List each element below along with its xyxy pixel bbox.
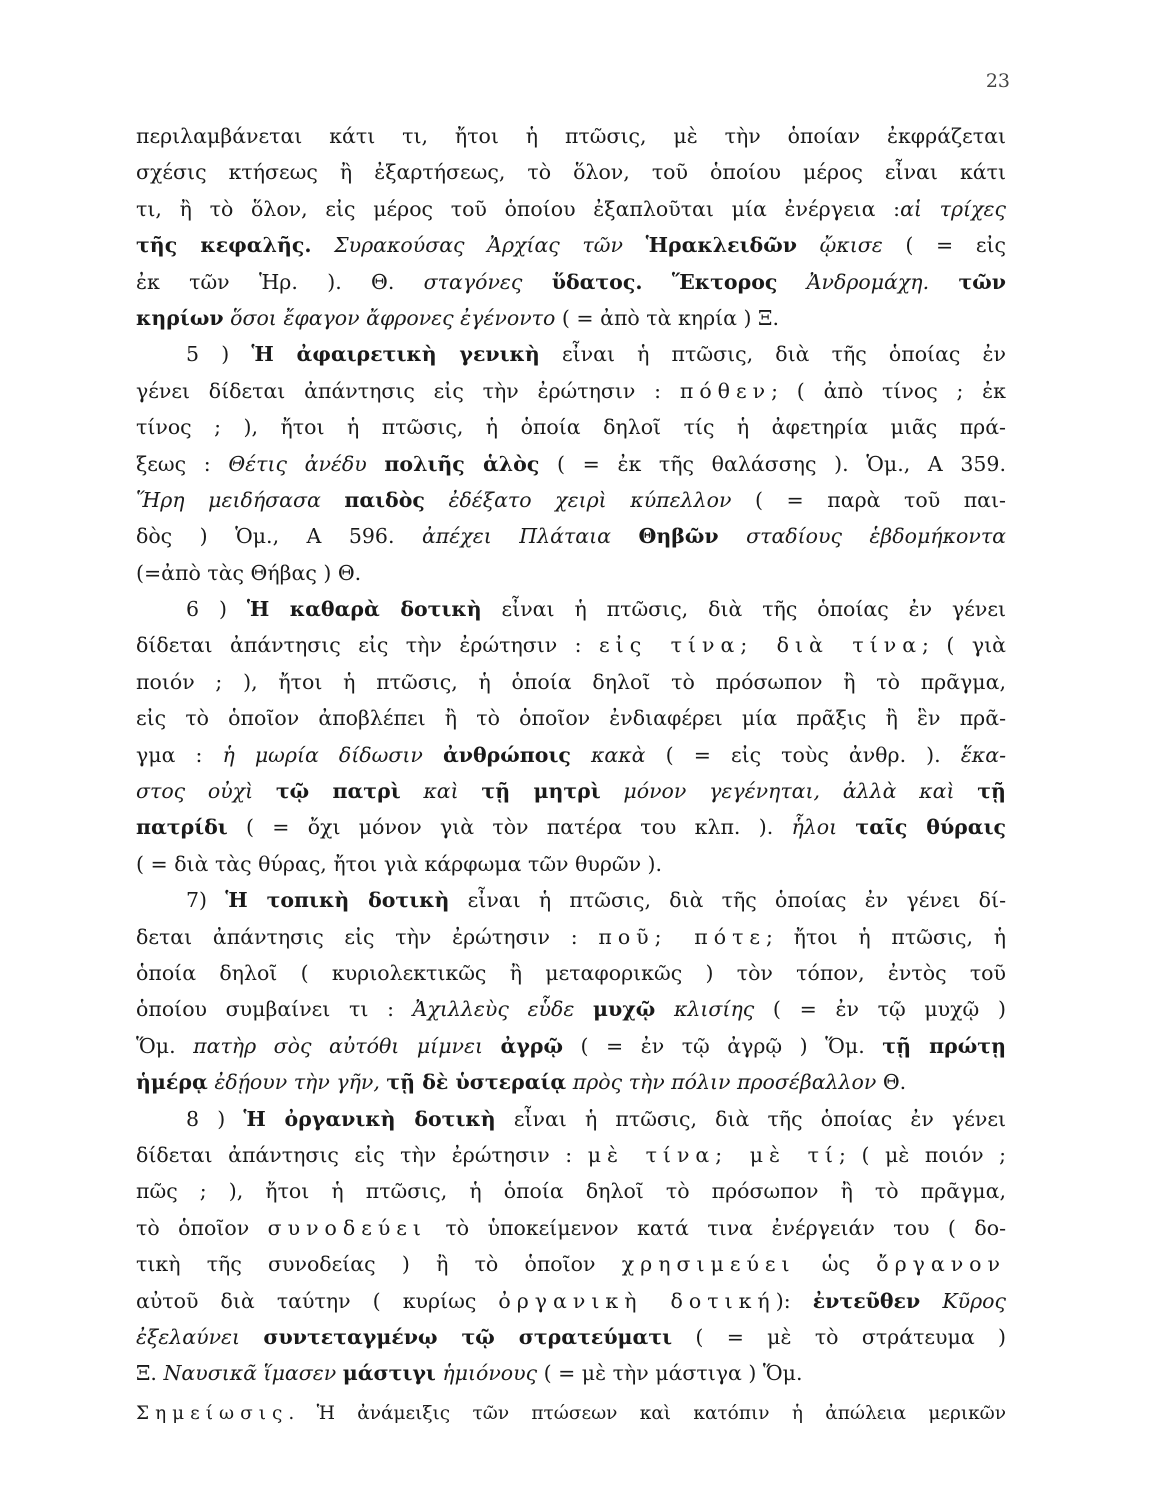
section-heading-8: 8 ) Ἡ ὀργανικὴ δοτικὴ εἶναι ἡ πτῶσις, διὰ τῆς ὁποίας ἐν γένει (186, 1106, 1006, 1131)
page-number: 23 (985, 70, 1010, 92)
text-line: τίνος ; ), ἤτοι ἡ πτῶσις, ἡ ὁποία δηλοῖ τίς ἡ ἀφετηρία μιᾶς πρά- (136, 415, 1006, 440)
text-line: τῆς κεφαλῆς. Συρακούσας Ἀρχίας τῶν Ἡρακλειδῶν ᾤκισε ( = εἰς (136, 233, 1006, 258)
text-line: ἐξελαύνει συντεταγμένῳ τῷ στρατεύματι ( = μὲ τὸ στράτευμα ) (136, 1324, 1006, 1349)
text-line: δίδεται ἀπάντησις εἰς τὴν ἐρώτησιν : μὲ τίνα; μὲ τί; ( μὲ ποιόν ; (136, 1142, 1007, 1167)
section-heading-6: 6 ) Ἡ καθαρὰ δοτικὴ εἶναι ἡ πτῶσις, διὰ τῆς ὁποίας ἐν γένει (186, 597, 1006, 622)
text-line: πῶς ; ), ἤτοι ἡ πτῶσις, ἡ ὁποία δηλοῖ τὸ πρόσωπον ἢ τὸ πρᾶγμα, (136, 1179, 1006, 1204)
text-line: σχέσις κτήσεως ἢ ἐξαρτήσεως, τὸ ὅλον, τοῦ ὁποίου μέρος εἶναι κάτι (136, 160, 1006, 185)
text-line: ἐκ τῶν Ἡρ. ). Θ. σταγόνες ὕδατος. Ἕκτορος Ἀνδρομάχη. τῶν (136, 269, 1006, 294)
text-line: ( = διὰ τὰς θύρας, ἤτοι γιὰ κάρφωμα τῶν θυρῶν ). (136, 851, 663, 876)
text-line: ὁποία δηλοῖ ( κυριολεκτικῶς ἢ μεταφορικῶς ) τὸν τόπον, ἐντὸς τοῦ (136, 960, 1006, 985)
text-line: πατρίδι ( = ὄχι μόνον γιὰ τὸν πατέρα του κλπ. ). ἧλοι ταῖς θύραις (136, 815, 1006, 840)
text-line: τὸ ὁποῖον συνοδεύει τὸ ὑποκείμενον κατά τινα ἐνέργειάν του ( δο- (136, 1215, 1006, 1240)
text-line: δίδεται ἀπάντησις εἰς τὴν ἐρώτησιν : εἰς τίνα; διὰ τίνα; ( γιὰ (136, 633, 1006, 658)
text-line: στος οὐχὶ τῷ πατρὶ καὶ τῇ μητρὶ μόνον γεγένηται, ἀλλὰ καὶ τῇ (136, 779, 1006, 804)
text-line: ποιόν ; ), ἤτοι ἡ πτῶσις, ἡ ὁποία δηλοῖ τὸ πρόσωπον ἢ τὸ πρᾶγμα, (136, 669, 1006, 694)
text-line: τι, ἢ τὸ ὅλον, εἰς μέρος τοῦ ὁποίου ἐξαπλοῦται μία ἐνέργεια :αἱ τρίχες (136, 196, 1006, 221)
text-line: ξεως : Θέτις ἀνέδυ πολιῆς ἁλὸς ( = ἐκ τῆς θαλάσσης ). Ὁμ., Α 359. (136, 451, 1006, 476)
text-line: γμα : ἡ μωρία δίδωσιν ἀνθρώποις κακὰ ( = εἰς τοὺς ἀνθρ. ). ἕκα- (136, 742, 1006, 767)
text-line: Ὅμ. πατὴρ σὸς αὐτόθι μίμνει ἀγρῷ ( = ἐν τῷ ἀγρῷ ) Ὅμ. τῇ πρώτῃ (136, 1033, 1006, 1058)
text-line: περιλαμβάνεται κάτι τι, ἤτοι ἡ πτῶσις, μὲ τὴν ὁποίαν ἐκφράζεται (136, 124, 1006, 148)
text-line: εἰς τὸ ὁποῖον ἀποβλέπει ἢ τὸ ὁποῖον ἐνδιαφέρει μία πρᾶξις ἢ ἓν πρᾶ- (136, 706, 1006, 731)
text-line: Ἥρη μειδήσασα παιδὸς ἐδέξατο χειρὶ κύπελλον ( = παρὰ τοῦ παι- (136, 487, 1006, 512)
note-line: Σημείωσις. Ἡ ἀνάμειξις τῶν πτώσεων καὶ κατόπιν ἡ ἀπώλεια μερικῶν (136, 1402, 1006, 1424)
text-line: ἡμέρᾳ ἐδῄουν τὴν γῆν, τῇ δὲ ὑστεραίᾳ πρὸς τὴν πόλιν προσέβαλλον Θ. (136, 1070, 907, 1095)
section-heading-5: 5 ) Ἡ ἀφαιρετικὴ γενικὴ εἶναι ἡ πτῶσις, διὰ τῆς ὁποίας ἐν (186, 342, 1007, 367)
text-line: δὸς ) Ὁμ., Α 596. ἀπέχει Πλάταια Θηβῶν σταδίους ἑβδομήκοντα (136, 524, 1007, 549)
text-line: αὐτοῦ διὰ ταύτην ( κυρίως ὀργανικὴ δοτική): ἐντεῦθεν Κῦρος (136, 1288, 1006, 1313)
text-line: κηρίων ὅσοι ἔφαγον ἄφρονες ἐγένοντο ( = ἀπὸ τὰ κηρία ) Ξ. (136, 305, 779, 330)
section-heading-7: 7) Ἡ τοπικὴ δοτικὴ εἶναι ἡ πτῶσις, διὰ τῆς ὁποίας ἐν γένει δί- (186, 888, 1006, 913)
text-line: τικὴ τῆς συνοδείας ) ἢ τὸ ὁποῖον χρησιμεύει ὡς ὄργανον (136, 1252, 1006, 1277)
text-line: (=ἀπὸ τὰς Θήβας ) Θ. (136, 560, 362, 585)
text-line: δεται ἀπάντησις εἰς τὴν ἐρώτησιν : ποῦ; πότε; ἤτοι ἡ πτῶσις, ἡ (136, 924, 1006, 949)
text-line: ὁποίου συμβαίνει τι : Ἀχιλλεὺς εὗδε μυχῷ κλισίης ( = ἐν τῷ μυχῷ ) (136, 997, 1006, 1022)
text-line: γένει δίδεται ἀπάντησις εἰς τὴν ἐρώτησιν : πόθεν; ( ἀπὸ τίνος ; ἐκ (136, 378, 1006, 403)
text-line: Ξ. Ναυσικᾶ ἵμασεν μάστιγι ἡμιόνους ( = μὲ τὴν μάστιγα ) Ὅμ. (136, 1361, 803, 1386)
body-text (136, 118, 1006, 1432)
